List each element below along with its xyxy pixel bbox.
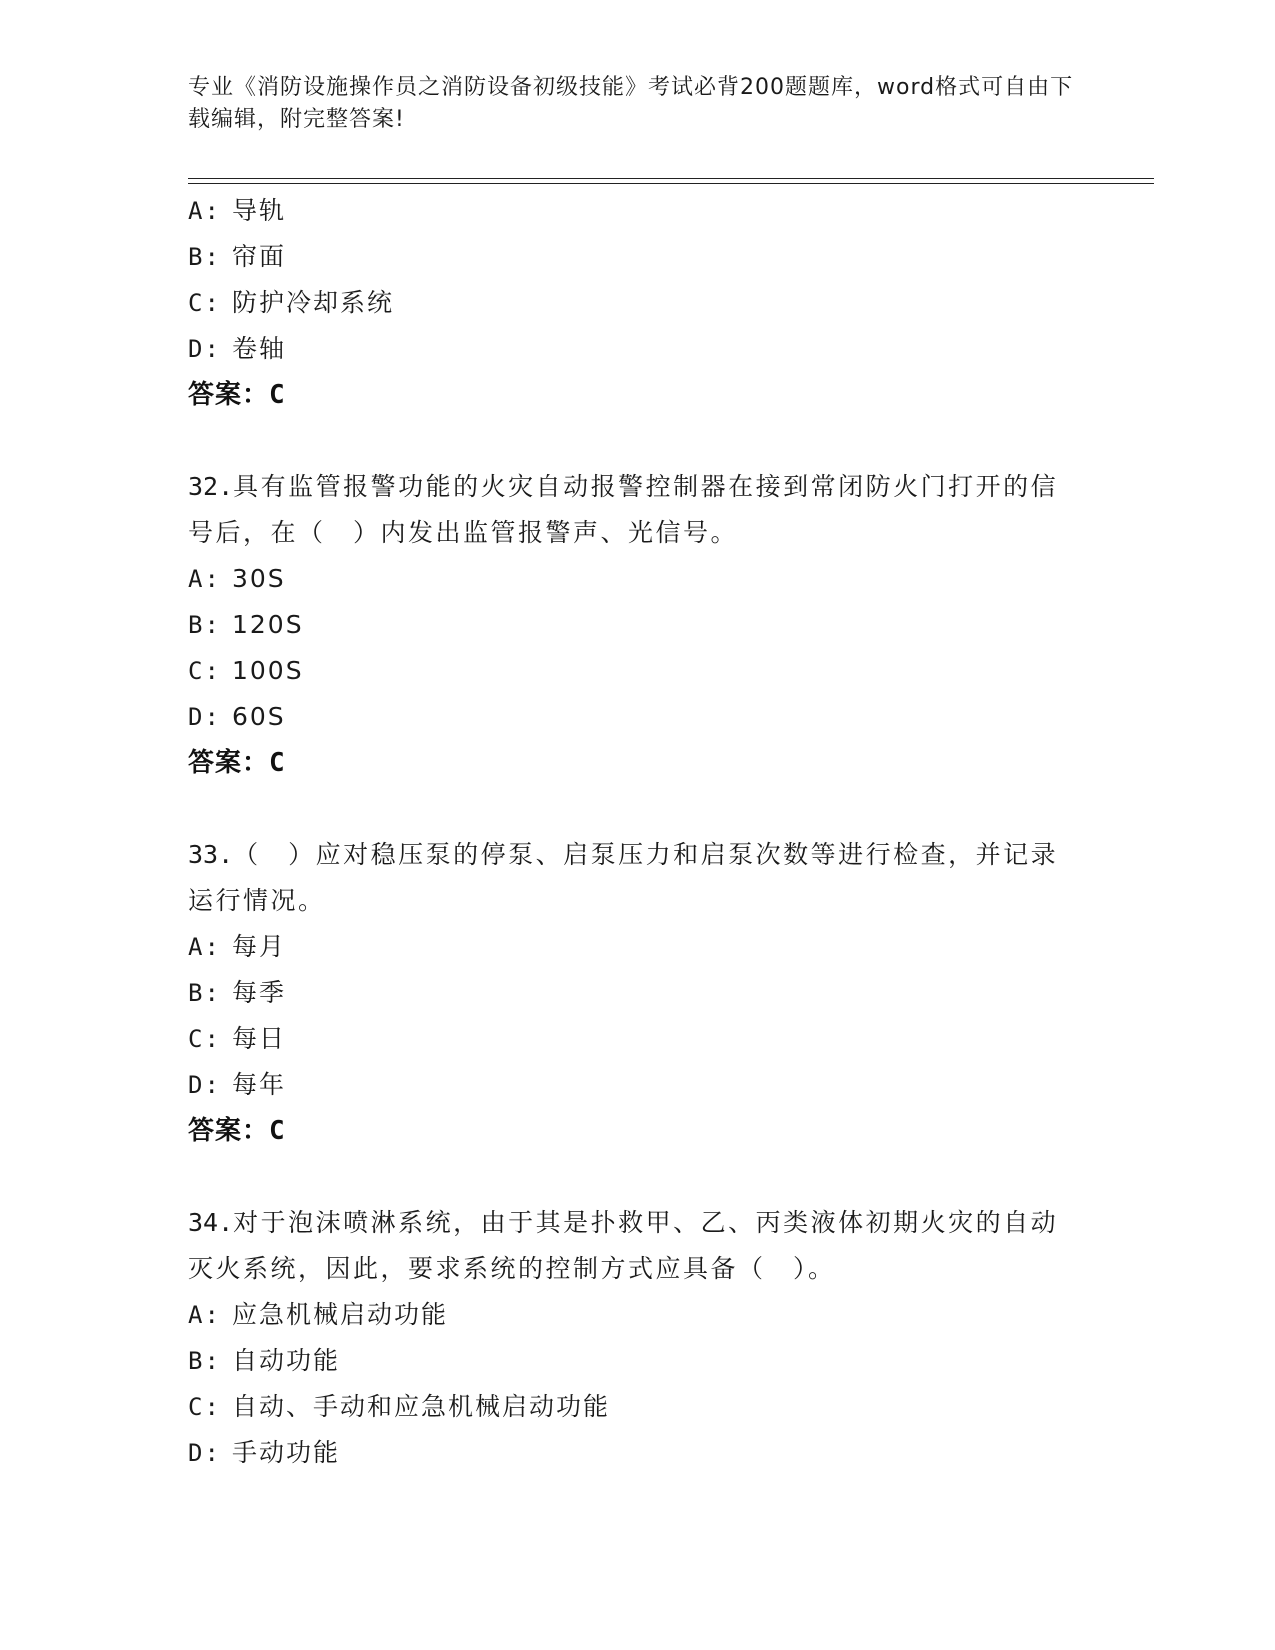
option-text: 防护冷却系统 bbox=[232, 288, 395, 317]
question-stem bbox=[188, 464, 1068, 556]
option-b bbox=[188, 602, 1088, 648]
option-key: C: bbox=[188, 1393, 221, 1421]
question-33 bbox=[188, 832, 1088, 1154]
option-key: B: bbox=[188, 979, 221, 1007]
option-d bbox=[188, 1430, 1088, 1476]
option-a bbox=[188, 188, 1088, 234]
question-34 bbox=[188, 1200, 1088, 1476]
question-number: 34. bbox=[188, 1208, 234, 1237]
option-key: A: bbox=[188, 1301, 221, 1329]
option-text: 60S bbox=[232, 702, 286, 731]
question-stem bbox=[188, 832, 1068, 924]
answer-label: 答案： bbox=[188, 748, 270, 778]
answer-value: C bbox=[269, 748, 286, 778]
option-b bbox=[188, 970, 1088, 1016]
question-32 bbox=[188, 464, 1088, 786]
option-text: 30S bbox=[232, 564, 286, 593]
option-key: D: bbox=[188, 1071, 221, 1099]
option-key: C: bbox=[188, 1025, 221, 1053]
option-key: B: bbox=[188, 1347, 221, 1375]
option-key: D: bbox=[188, 1439, 221, 1467]
document-header: 专业《消防设施操作员之消防设备初级技能》考试必背200题题库，word格式可自由下载编辑，附完整答案! bbox=[188, 75, 1074, 132]
option-c bbox=[188, 648, 1088, 694]
answer-label: 答案： bbox=[188, 380, 270, 410]
option-key: A: bbox=[188, 197, 221, 225]
question-number: 33. bbox=[188, 840, 234, 869]
option-key: B: bbox=[188, 243, 221, 271]
option-d bbox=[188, 694, 1088, 740]
question-stem bbox=[188, 1200, 1068, 1292]
option-text: 手动功能 bbox=[232, 1438, 341, 1467]
answer-label: 答案： bbox=[188, 1116, 270, 1146]
answer-line bbox=[188, 740, 1088, 786]
option-text: 自动、手动和应急机械启动功能 bbox=[232, 1392, 611, 1421]
question-text: 具有监管报警功能的火灾自动报警控制器在接到常闭防火门打开的信号后，在（ ）内发出监管报警声、光信号。 bbox=[188, 472, 1059, 547]
option-key: A: bbox=[188, 933, 221, 961]
option-key: D: bbox=[188, 335, 221, 363]
option-key: C: bbox=[188, 289, 221, 317]
option-text: 100S bbox=[232, 656, 304, 685]
answer-line bbox=[188, 372, 1088, 418]
option-c bbox=[188, 1384, 1088, 1430]
header-divider bbox=[188, 178, 1154, 184]
question-31-tail bbox=[188, 188, 1088, 418]
document-content bbox=[188, 188, 1088, 1476]
option-text: 导轨 bbox=[232, 196, 287, 225]
option-text: 自动功能 bbox=[232, 1346, 341, 1375]
option-a bbox=[188, 556, 1088, 602]
option-key: A: bbox=[188, 565, 221, 593]
option-b bbox=[188, 1338, 1088, 1384]
option-key: D: bbox=[188, 703, 221, 731]
answer-value: C bbox=[269, 380, 286, 410]
answer-line bbox=[188, 1108, 1088, 1154]
option-d bbox=[188, 326, 1088, 372]
answer-value: C bbox=[269, 1116, 286, 1146]
question-text: 对于泡沫喷淋系统，由于其是扑救甲、乙、丙类液体初期火灾的自动灭火系统，因此，要求系统的控制方式应具备（ ）。 bbox=[188, 1208, 1059, 1283]
option-text: 卷轴 bbox=[232, 334, 287, 363]
option-a bbox=[188, 1292, 1088, 1338]
option-text: 每月 bbox=[232, 932, 287, 961]
option-key: B: bbox=[188, 611, 221, 639]
option-d bbox=[188, 1062, 1088, 1108]
question-text: （ ）应对稳压泵的停泵、启泵压力和启泵次数等进行检查，并记录运行情况。 bbox=[188, 840, 1059, 915]
option-c bbox=[188, 280, 1088, 326]
option-text: 120S bbox=[232, 610, 304, 639]
option-text: 应急机械启动功能 bbox=[232, 1300, 449, 1329]
option-a bbox=[188, 924, 1088, 970]
option-c bbox=[188, 1016, 1088, 1062]
option-text: 帘面 bbox=[232, 242, 287, 271]
option-text: 每年 bbox=[232, 1070, 287, 1099]
question-number: 32. bbox=[188, 472, 234, 501]
option-b bbox=[188, 234, 1088, 280]
option-key: C: bbox=[188, 657, 221, 685]
option-text: 每季 bbox=[232, 978, 287, 1007]
option-text: 每日 bbox=[232, 1024, 287, 1053]
